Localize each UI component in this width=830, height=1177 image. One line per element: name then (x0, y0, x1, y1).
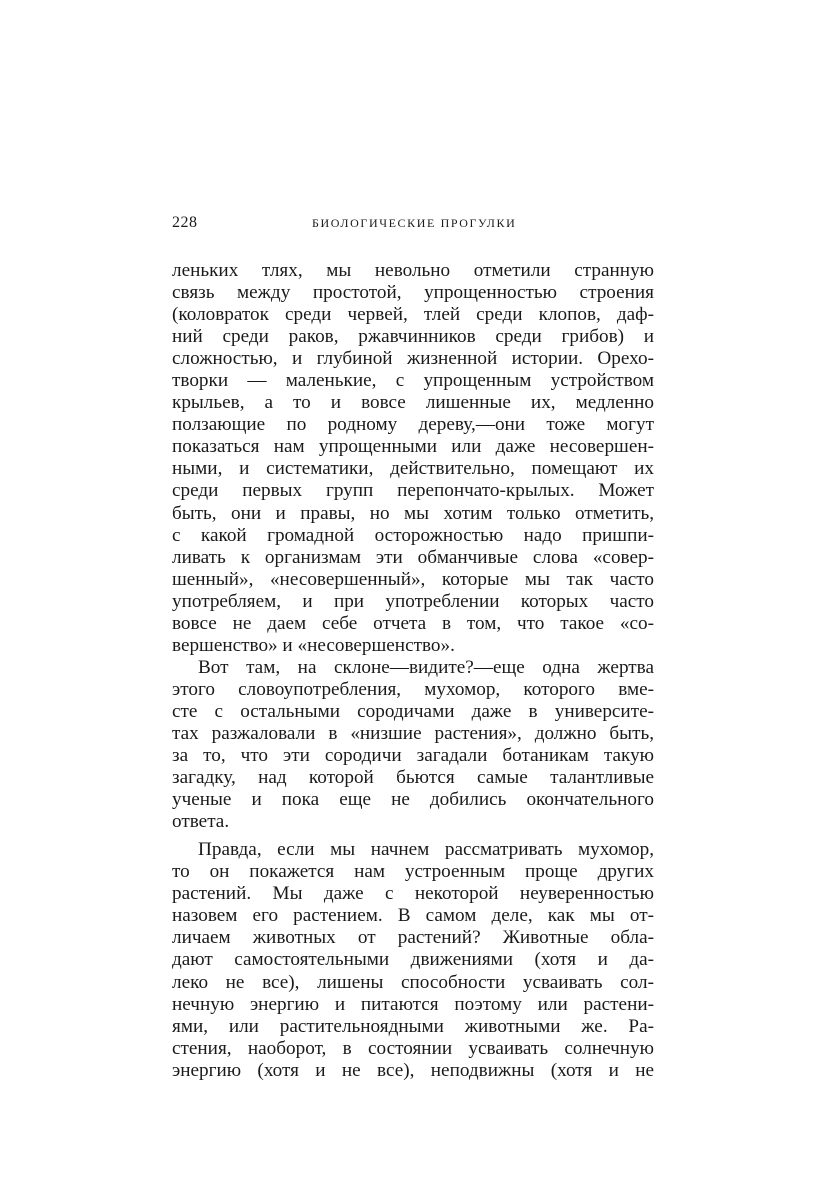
text-line: за то, что эти сородичи загадали ботаникам такую (172, 745, 654, 767)
paragraph-2 (172, 657, 654, 833)
text-line: леньких тлях, мы невольно отметили странную (172, 260, 654, 281)
text-line: Правда, если мы начнем рассматривать мухомор, (198, 839, 654, 861)
text-line: ползающие по родному дереву,—они тоже могут (172, 414, 654, 436)
text-line: употребляем, и при употреблении которых часто (172, 590, 654, 612)
body-text (172, 260, 654, 1082)
text-line: среди первых групп перепончато-крылых. Может (172, 480, 654, 502)
running-title: БИОЛОГИЧЕСКИЕ ПРОГУЛКИ (312, 216, 517, 230)
page-number: 228 (172, 214, 198, 231)
text-line: вовсе не даем себе отчета в том, что такое «со- (172, 612, 654, 634)
text-line: ученые и пока еще не добились окончательного (172, 789, 654, 811)
text-line: ями, или растительноядными животными же. Ра- (172, 1015, 654, 1037)
text-line: личаем животных от растений? Животные обла- (172, 927, 654, 949)
text-line: ливать к организмам эти обманчивые слова «совер- (172, 546, 654, 568)
text-line: вершенство» и «несовершенство». (172, 634, 455, 656)
text-line: этого словоупотребления, мухомор, которого вме- (172, 678, 654, 700)
text-line: ответа. (172, 811, 230, 833)
text-line: энергию (хотя и не все), неподвижны (хотя и не (172, 1059, 654, 1081)
book-page (172, 214, 654, 1082)
text-line: то он покажется нам устроенным проще других (172, 861, 654, 883)
text-line: леко не все), лишены способности усваивать сол- (172, 971, 654, 993)
text-line: ными, и систематики, действительно, помещают их (172, 458, 654, 480)
text-line: (коловраток среди червей, тлей среди клопов, даф- (172, 304, 654, 326)
text-line: творки — маленькие, с упрощенным устройством (172, 370, 654, 392)
text-line: дают самостоятельными движениями (хотя и да- (172, 949, 654, 971)
text-line: шенный», «несовершенный», которые мы так часто (172, 568, 654, 590)
text-line: крыльев, а то и вовсе лишенные их, медленно (172, 392, 654, 414)
text-line: быть, они и правы, но мы хотим только отметить, (172, 502, 654, 524)
text-line: показаться нам упрощенными или даже несовершен- (172, 436, 654, 458)
page-header (172, 214, 654, 240)
text-line: тах разжаловали в «низшие растения», должно быть, (172, 722, 654, 744)
text-line: Вот там, на склоне—видите?—еще одна жертва (198, 656, 654, 678)
text-line: сложностью, и глубиной жизненной истории. Орехо- (172, 348, 654, 370)
text-line: с какой громадной осторожностью надо пришпи- (172, 524, 654, 546)
text-line: загадку, над которой бьются самые талантливые (172, 767, 654, 789)
text-line: связь между простотой, упрощенностью строения (172, 282, 654, 304)
text-line: стения, наоборот, в состоянии усваивать солнечную (172, 1037, 654, 1059)
text-line: назовем его растением. В самом деле, как мы от- (172, 905, 654, 927)
text-line: ний среди раков, ржавчинников среди грибов) и (172, 326, 654, 348)
text-line: растений. Мы даже с некоторой неуверенностью (172, 883, 654, 905)
paragraph-3 (172, 839, 654, 1082)
paragraph-1 (172, 260, 654, 657)
text-line: сте с остальными сородичами даже в университе- (172, 700, 654, 722)
text-line: нечную энергию и питаются поэтому или растени- (172, 993, 654, 1015)
